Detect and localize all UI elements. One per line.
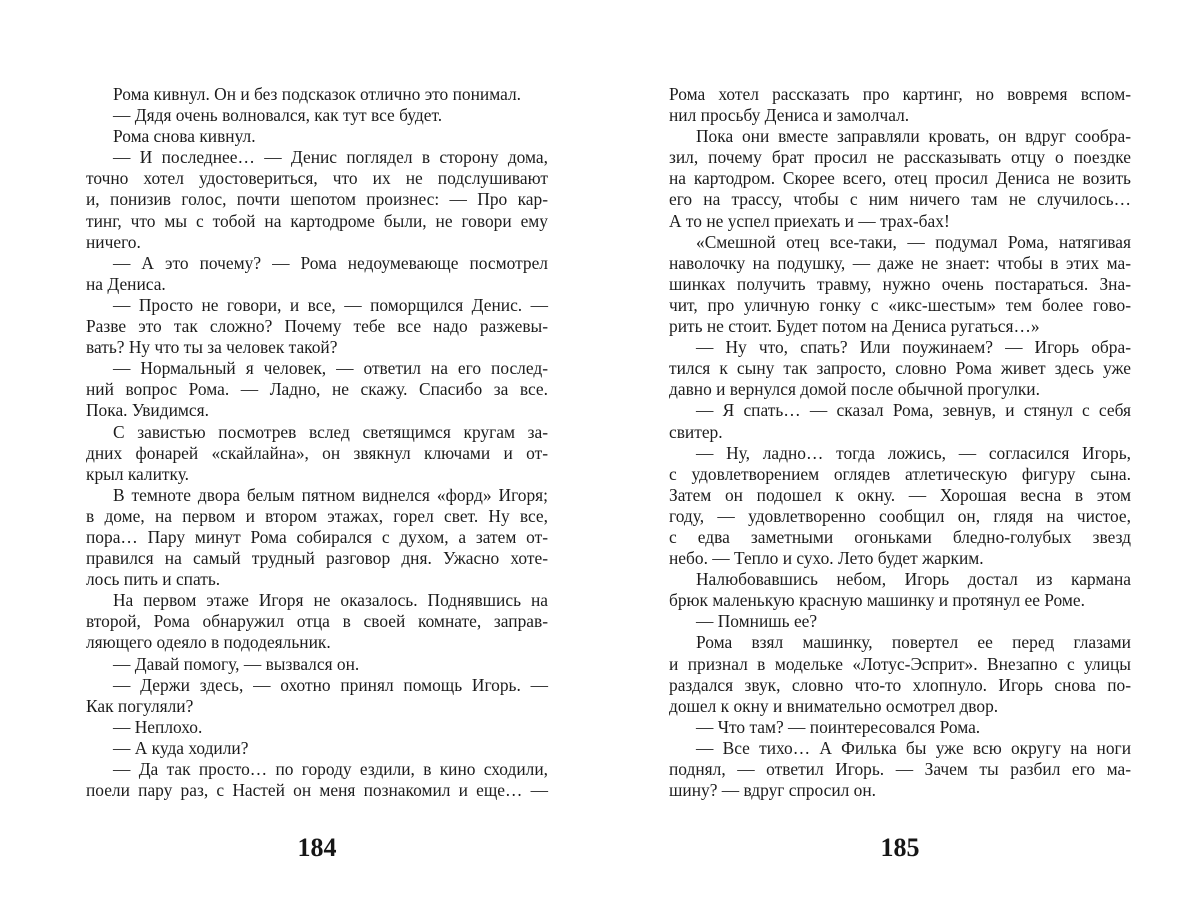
text-line: вать? Ну что ты за человек такой? <box>86 337 338 358</box>
text-line: — Дядя очень волновался, как тут все будет. <box>113 105 443 126</box>
text-line: — Ну, ладно… тогда ложись, — согласился Игорь, <box>696 442 1131 463</box>
text-line: тинг, что мы с тобой на картодроме были, не говори ему <box>86 210 548 231</box>
text-line: — Неплохо. <box>113 716 203 737</box>
text-line: с едва заметными огоньками бледно-голубых звезд <box>669 526 1131 547</box>
text-line: Налюбовавшись небом, Игорь достал из кармана <box>696 569 1131 590</box>
text-line: наволочку на подушку, — даже не знает: чтобы в этих ма- <box>669 252 1131 273</box>
text-line: его на трассу, чтобы с ним ничего там не случилось… <box>669 189 1131 210</box>
page-right-text-block <box>669 84 1131 801</box>
text-line: — А это почему? — Рома недоумевающе посмотрел <box>113 252 548 273</box>
text-line: дошел к окну и внимательно осмотрел двор. <box>669 695 999 716</box>
text-line: тился к сыну так запросто, словно Рома живет здесь уже <box>669 358 1131 379</box>
text-line: ляющего одеяло в пододеяльник. <box>86 632 331 653</box>
text-line: крыл калитку. <box>86 463 190 484</box>
text-line: — Все тихо… А Филька бы уже всю округу на ноги <box>696 737 1131 758</box>
text-line: точно хотел удостовериться, что их не подслушивают <box>86 168 548 189</box>
text-line: в доме, на первом и втором этажах, горел свет. Ну все, <box>86 505 548 526</box>
text-line: ничего. <box>86 231 141 252</box>
text-line: — И последнее… — Денис поглядел в сторону дома, <box>113 147 548 168</box>
page-number-left: 184 <box>297 833 337 862</box>
text-line: зил, почему брат просил не рассказывать отцу о поездке <box>669 147 1131 168</box>
text-line: пора… Пару минут Рома собирался с духом, а затем от- <box>86 526 548 547</box>
text-line: второй, Рома обнаружил отца в своей комнате, заправ- <box>86 611 548 632</box>
text-line: — Просто не говори, и все, — поморщился Денис. — <box>113 294 548 315</box>
text-line: — А куда ходили? <box>113 737 249 758</box>
text-line: Разве это так сложно? Почему тебе все надо разжевы- <box>86 316 548 337</box>
text-line: правился на самый трудный разговор дня. Ужасно хоте- <box>86 548 548 569</box>
text-line: Затем он подошел к окну. — Хорошая весна в этом <box>669 484 1131 505</box>
text-line: лось пить и спать. <box>86 569 221 590</box>
text-line: Пока. Увидимся. <box>86 400 209 421</box>
text-line: поели пару раз, с Настей он меня познакомил и еще… — <box>86 780 548 801</box>
page-number-right: 185 <box>880 833 920 862</box>
text-line: — Да так просто… по городу ездили, в кино сходили, <box>113 759 548 779</box>
text-line: — Помнишь ее? <box>696 611 818 632</box>
text-line: Рома взял машинку, повертел ее перед глазами <box>696 632 1131 653</box>
text-line: Пока они вместе заправляли кровать, он вдруг сообра- <box>696 126 1131 147</box>
text-line: чит, про уличную гонку с «икс-шестым» тем более гово- <box>669 294 1131 315</box>
text-line: брюк маленькую красную машинку и протянул ее Роме. <box>669 590 1085 611</box>
text-line: — Держи здесь, — охотно принял помощь Игорь. — <box>113 674 548 695</box>
text-line: шину? — вдруг спросил он. <box>669 780 877 801</box>
text-line: — Ну что, спать? Или поужинаем? — Игорь обра- <box>696 337 1131 358</box>
text-line: нил просьбу Дениса и замолчал. <box>669 105 910 126</box>
text-line: свитер. <box>669 421 723 442</box>
text-line: году, — удовлетворенно сообщил он, глядя на чистое, <box>669 505 1131 526</box>
text-line: Как погуляли? <box>86 695 194 716</box>
text-line: На первом этаже Игоря не оказалось. Поднявшись на <box>113 590 548 611</box>
text-line: В темноте двора белым пятном виднелся «форд» Игоря; <box>113 484 548 505</box>
text-line: Рома кивнул. Он и без подсказок отлично это понимал. <box>113 84 521 104</box>
text-line: — Давай помогу, — вызвался он. <box>113 653 360 674</box>
text-line: на картодром. Скорее всего, отец просил Дениса не возить <box>669 168 1131 189</box>
text-line: раздался звук, словно что-то хлопнуло. Игорь снова по- <box>669 674 1131 695</box>
text-line: небо. — Тепло и сухо. Лето будет жарким. <box>669 548 984 569</box>
page-left-text-block <box>86 84 548 801</box>
text-line: С завистью посмотрев вслед светящимся кругам за- <box>113 421 548 442</box>
text-line: с удовлетворением оглядев атлетическую фигуру сына. <box>669 463 1131 484</box>
text-line: — Что там? — поинтересовался Рома. <box>696 716 981 737</box>
text-line: — Я спать… — сказал Рома, зевнув, и стянул с себя <box>696 400 1131 421</box>
text-line: Рома снова кивнул. <box>113 126 256 147</box>
text-line: на Дениса. <box>86 273 166 294</box>
text-line: шинках получить травму, нужно очень постараться. Зна- <box>669 273 1131 294</box>
text-line: давно и вернулся домой после обычной прогулки. <box>669 379 1040 400</box>
text-line: и, понизив голос, почти шепотом произнес: — Про кар- <box>86 189 548 210</box>
text-line: Рома хотел рассказать про картинг, но вовремя вспом- <box>669 84 1131 104</box>
text-line: дних фонарей «скайлайна», он звякнул ключами и от- <box>86 442 548 463</box>
text-line: поднял, — ответил Игорь. — Зачем ты разбил его ма- <box>669 759 1131 779</box>
text-line: ний вопрос Рома. — Ладно, не скажу. Спасибо за все. <box>86 379 548 400</box>
text-line: и признал в модельке «Лотус-Эсприт». Внезапно с улицы <box>669 653 1131 674</box>
text-line: «Смешной отец все-таки, — подумал Рома, натягивая <box>696 231 1131 252</box>
text-line: рить не стоит. Будет потом на Дениса ругаться…» <box>669 316 1040 337</box>
text-line: А то не успел приехать и — трах-бах! <box>669 210 950 231</box>
text-line: — Нормальный я человек, — ответил на его послед- <box>113 358 548 379</box>
